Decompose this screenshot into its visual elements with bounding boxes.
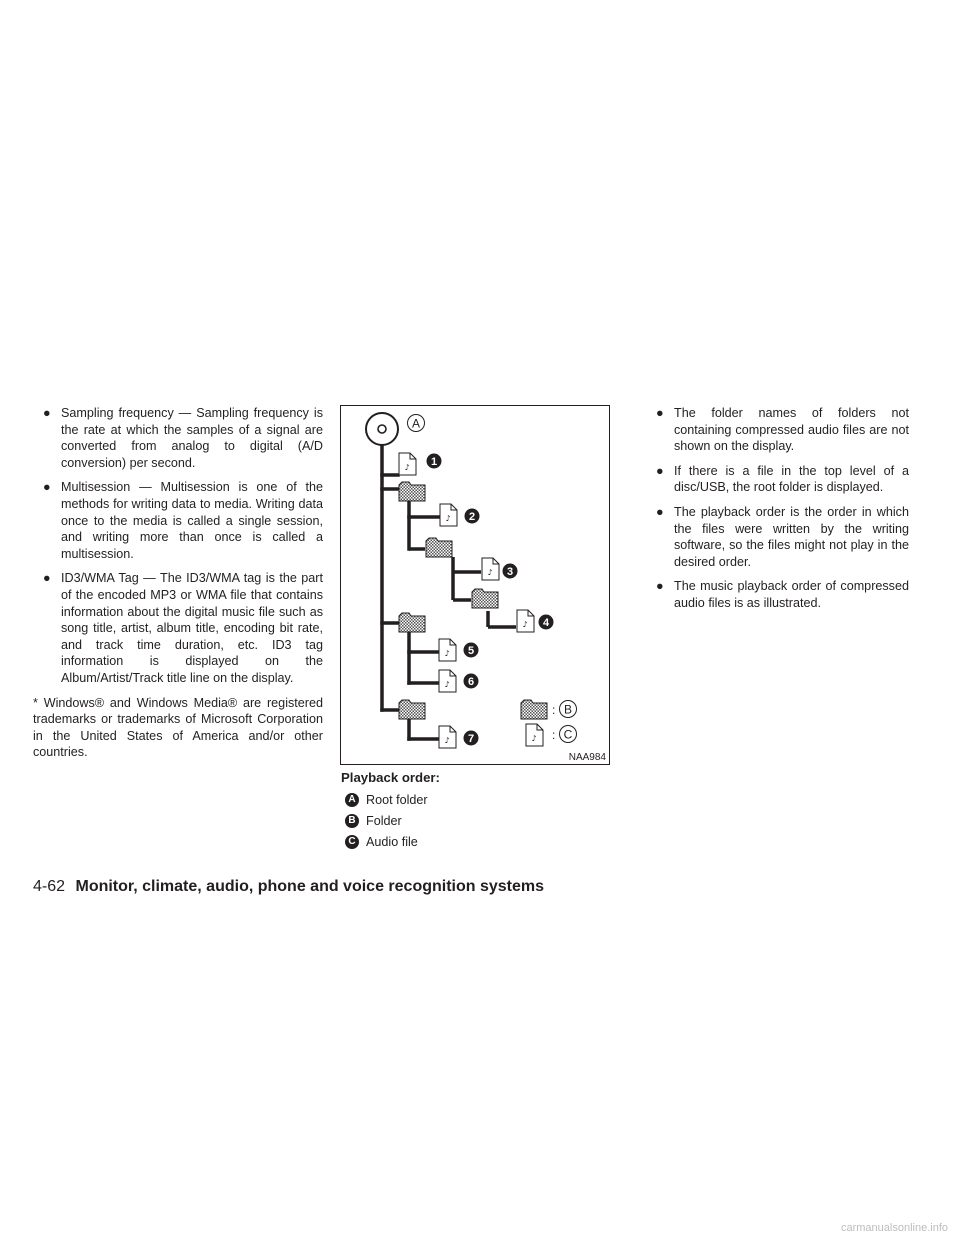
key-badge: A	[345, 793, 359, 807]
folder-icon	[399, 700, 425, 719]
playback-item-folder	[345, 814, 611, 828]
legend-label-b	[560, 701, 577, 718]
audio-file-icon	[482, 558, 499, 580]
bullet-folder-names	[646, 405, 909, 455]
bullet-top-level-file	[646, 463, 909, 496]
audio-file-icon	[399, 453, 416, 475]
file-number-badge	[464, 674, 479, 689]
audio-file-icon	[439, 726, 456, 748]
svg-text:B: B	[563, 702, 573, 717]
svg-text:4: 4	[542, 617, 550, 629]
bullet-text: Sampling frequency — Sampling frequency is the rate at which the samples of a signal are converted from analog to digital (A/D conversion) per second.	[61, 406, 323, 470]
folder-icon	[399, 613, 425, 632]
playback-item-label: Audio file	[366, 835, 418, 849]
legend-separator: :	[552, 703, 556, 717]
root-label	[408, 415, 425, 432]
playback-order-title: Playback order:	[341, 770, 440, 785]
svg-text:1: 1	[430, 456, 438, 468]
bullet-dot: ●	[43, 406, 51, 420]
svg-text:6: 6	[467, 676, 475, 688]
section-title: Monitor, climate, audio, phone and voice recognition systems	[75, 878, 545, 895]
file-number-badge	[464, 643, 479, 658]
bullet-id3-tag	[33, 570, 323, 686]
file-number-badge	[464, 731, 479, 746]
bullet-text: The playback order is the order in which the files were written by the writing software, so the files might not play in the desired order.	[674, 504, 909, 569]
root-disc-icon	[366, 413, 398, 445]
bullet-dot: ●	[656, 579, 664, 594]
playback-item-audio-file	[345, 835, 611, 849]
folder-tree-diagram: ♪ A 1 2 3 4 5 6 7 : B : C NAA984	[340, 405, 610, 765]
trademark-note: * Windows® and Windows Media® are registered trademarks or trademarks of Microsoft Corporation in the United States of America and/or other countries.	[33, 695, 323, 760]
legend-label-c	[560, 726, 577, 743]
bullet-dot: ●	[43, 571, 51, 586]
folder-tree-figure	[340, 405, 610, 765]
legend-audio-file-icon	[526, 724, 543, 746]
file-number-badge	[539, 615, 554, 630]
key-badge: C	[345, 835, 359, 849]
audio-file-icon	[440, 504, 457, 526]
playback-item-label: Root folder	[366, 793, 428, 807]
svg-text:5: 5	[467, 645, 475, 657]
folder-icon	[399, 482, 425, 501]
bullet-text: If there is a file in the top level of a disc/USB, the root folder is displayed.	[674, 463, 909, 495]
svg-text:C: C	[563, 727, 573, 742]
page-number: 4-62	[33, 878, 66, 895]
legend-separator: :	[552, 728, 556, 742]
audio-file-icon	[439, 670, 456, 692]
key-badge: B	[345, 814, 359, 828]
bullet-dot: ●	[43, 480, 51, 495]
file-number-badge	[427, 454, 442, 469]
file-number-badge	[465, 509, 480, 524]
audio-file-icon	[517, 610, 534, 632]
audio-file-icon	[439, 639, 456, 661]
svg-text:A: A	[411, 416, 421, 431]
playback-item-root-folder	[345, 793, 611, 807]
figure-legend	[521, 700, 577, 746]
bullet-dot: ●	[656, 504, 664, 519]
playback-order-section	[341, 770, 611, 856]
watermark: carmanualsonline.info	[840, 1222, 948, 1234]
bullet-text: The music playback order of compressed audio files is as illustrated.	[674, 579, 909, 610]
left-column	[33, 405, 323, 761]
bullet-text: Multisession — Multisession is one of the methods for writing data to media. Writing data once to the media is called a single session, and writing more than once is called a multisession.	[61, 480, 323, 561]
bullet-text: ID3/WMA Tag — The ID3/WMA tag is the part of the encoded MP3 or WMA file that contains information about the digital music file such as song title, artist, album title, encoding bit rate, and track time duration, etc. ID3 tag information is displayed on the Album/Artist/Track title line on the display.	[61, 571, 323, 685]
bullet-illustrated-order	[646, 578, 909, 611]
svg-text:7: 7	[467, 733, 475, 745]
legend-folder-icon	[521, 700, 547, 719]
playback-item-label: Folder	[366, 814, 402, 828]
folder-icon	[426, 538, 452, 557]
bullet-text: The folder names of folders not containing compressed audio files are not shown on the display.	[674, 406, 909, 454]
bullet-playback-order	[646, 504, 909, 570]
bullet-dot: ●	[656, 406, 664, 420]
tree-lines-inner	[409, 549, 516, 627]
file-number-badge	[503, 564, 518, 579]
bullet-sampling-frequency	[33, 405, 323, 471]
svg-text:3: 3	[506, 566, 514, 578]
svg-text:2: 2	[468, 511, 476, 523]
bullet-multisession	[33, 479, 323, 562]
folder-icon	[472, 589, 498, 608]
bullet-dot: ●	[656, 463, 664, 478]
page-footer	[33, 878, 544, 896]
right-column	[646, 405, 909, 620]
figure-code: NAA984	[568, 752, 606, 763]
